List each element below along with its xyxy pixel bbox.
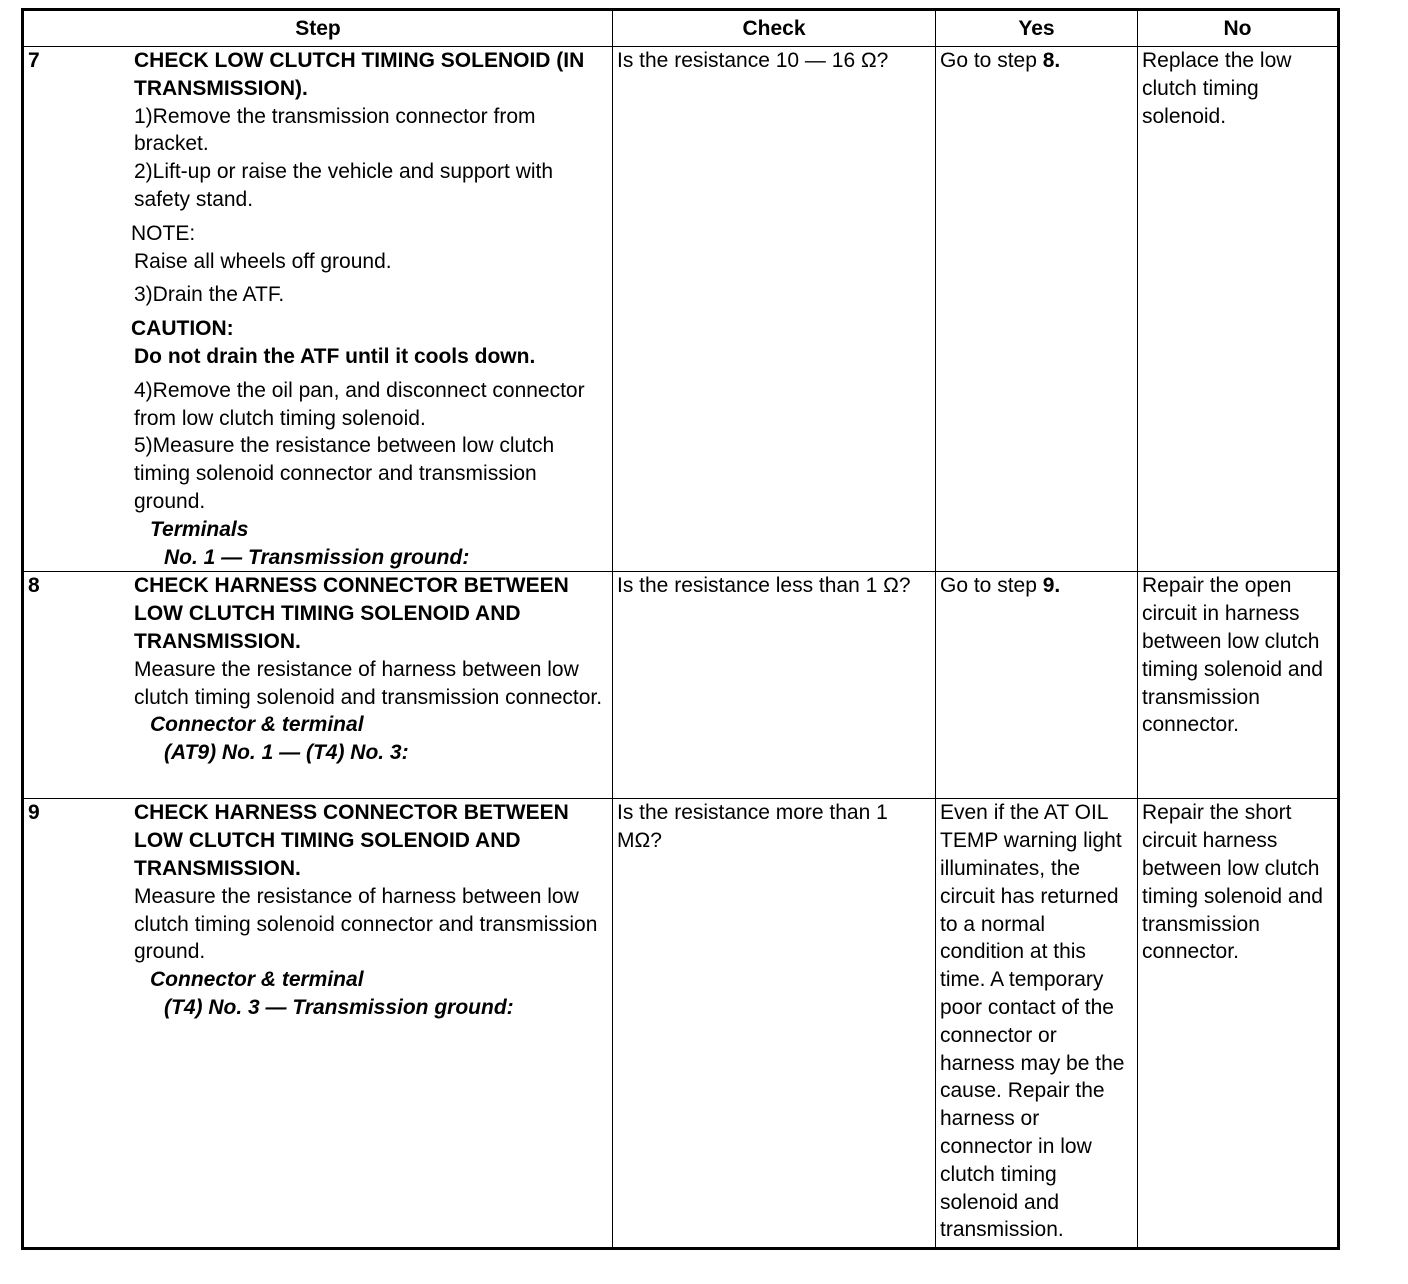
no-text: Repair the short circuit harness between low clutch timing solenoid and transmission connector. bbox=[1142, 801, 1323, 964]
step-number: 7 bbox=[28, 49, 40, 72]
spec-label: Connector & terminal bbox=[150, 713, 364, 737]
spec-label: Terminals bbox=[150, 517, 249, 541]
caution-text: Do not drain the ATF until it cools down. bbox=[134, 344, 536, 368]
step-cell bbox=[23, 572, 613, 799]
step-instruction: 5)Measure the resistance between low clutch timing solenoid connector and transmission ground. bbox=[134, 434, 555, 513]
spec-value: (T4) No. 3 — Transmission ground: bbox=[164, 995, 514, 1019]
no-cell bbox=[1138, 572, 1339, 799]
no-cell bbox=[1138, 799, 1339, 1249]
spec-value: No. 1 — Transmission ground: bbox=[164, 545, 470, 569]
table-row-step-7 bbox=[23, 47, 1339, 572]
step-title: CHECK HARNESS CONNECTOR BETWEEN LOW CLUTCH TIMING SOLENOID AND TRANSMISSION. bbox=[134, 574, 569, 653]
step-number: 8 bbox=[28, 574, 40, 598]
no-text: Repair the open circuit in harness between low clutch timing solenoid and transmission connector. bbox=[1142, 574, 1323, 737]
check-text: Is the resistance more than 1 MΩ? bbox=[617, 801, 888, 853]
step-instruction: Measure the resistance of harness between low clutch timing solenoid and transmission connector. bbox=[134, 657, 603, 709]
step-instruction: 1)Remove the transmission connector from bracket. bbox=[134, 104, 536, 156]
yes-step-ref: 8 bbox=[1042, 49, 1055, 72]
spec-label: Connector & terminal bbox=[150, 968, 364, 992]
note-label: NOTE: bbox=[131, 221, 196, 245]
check-text: Is the resistance less than 1 Ω? bbox=[617, 574, 911, 598]
check-cell bbox=[613, 47, 936, 572]
header-no: No bbox=[1138, 10, 1339, 47]
yes-cell bbox=[936, 799, 1138, 1249]
caution-label: CAUTION: bbox=[131, 317, 234, 341]
step-cell bbox=[23, 47, 613, 572]
step-title: CHECK HARNESS CONNECTOR BETWEEN LOW CLUTCH TIMING SOLENOID AND TRANSMISSION. bbox=[134, 801, 569, 880]
header-check: Check bbox=[613, 10, 936, 47]
no-text: Replace the low clutch timing solenoid. bbox=[1142, 49, 1292, 128]
step-instruction: Measure the resistance of harness between low clutch timing solenoid connector and transmission ground. bbox=[134, 884, 598, 964]
check-cell bbox=[613, 799, 936, 1249]
check-text: Is the resistance 10 — 16 Ω? bbox=[617, 49, 889, 72]
header-yes: Yes bbox=[936, 10, 1138, 47]
table-row-step-9 bbox=[23, 799, 1339, 1249]
spec-value: (AT9) No. 1 — (T4) No. 3: bbox=[164, 741, 409, 765]
yes-suffix: . bbox=[1054, 574, 1061, 598]
header-step: Step bbox=[23, 10, 613, 47]
step-instruction: 2)Lift-up or raise the vehicle and support with safety stand. bbox=[134, 160, 554, 211]
yes-text: Even if the AT OIL TEMP warning light illuminates, the circuit has returned to a normal condition at this time. A temporary poor contact of the connector or harness may be the cause. Repair the harness or connector in low clutch timing solenoid and transmission. bbox=[940, 801, 1125, 1242]
check-cell bbox=[613, 572, 936, 799]
header-row bbox=[23, 10, 1339, 47]
step-instruction: 3)Drain the ATF. bbox=[134, 283, 285, 307]
yes-text: Go to step bbox=[940, 49, 1043, 72]
note-text: Raise all wheels off ground. bbox=[134, 249, 392, 273]
step-title: CHECK LOW CLUTCH TIMING SOLENOID (IN TRANSMISSION). bbox=[134, 49, 585, 100]
yes-step-ref: 9 bbox=[1042, 574, 1055, 598]
yes-cell bbox=[936, 572, 1138, 799]
diagnostic-table bbox=[21, 8, 1340, 1250]
yes-suffix: . bbox=[1054, 49, 1061, 72]
step-cell bbox=[23, 799, 613, 1249]
no-cell bbox=[1138, 47, 1339, 572]
step-number: 9 bbox=[28, 801, 40, 825]
yes-cell bbox=[936, 47, 1138, 572]
step-instruction: 4)Remove the oil pan, and disconnect connector from low clutch timing solenoid. bbox=[134, 378, 585, 430]
table-row-step-8 bbox=[23, 572, 1339, 799]
yes-text: Go to step bbox=[940, 574, 1043, 598]
